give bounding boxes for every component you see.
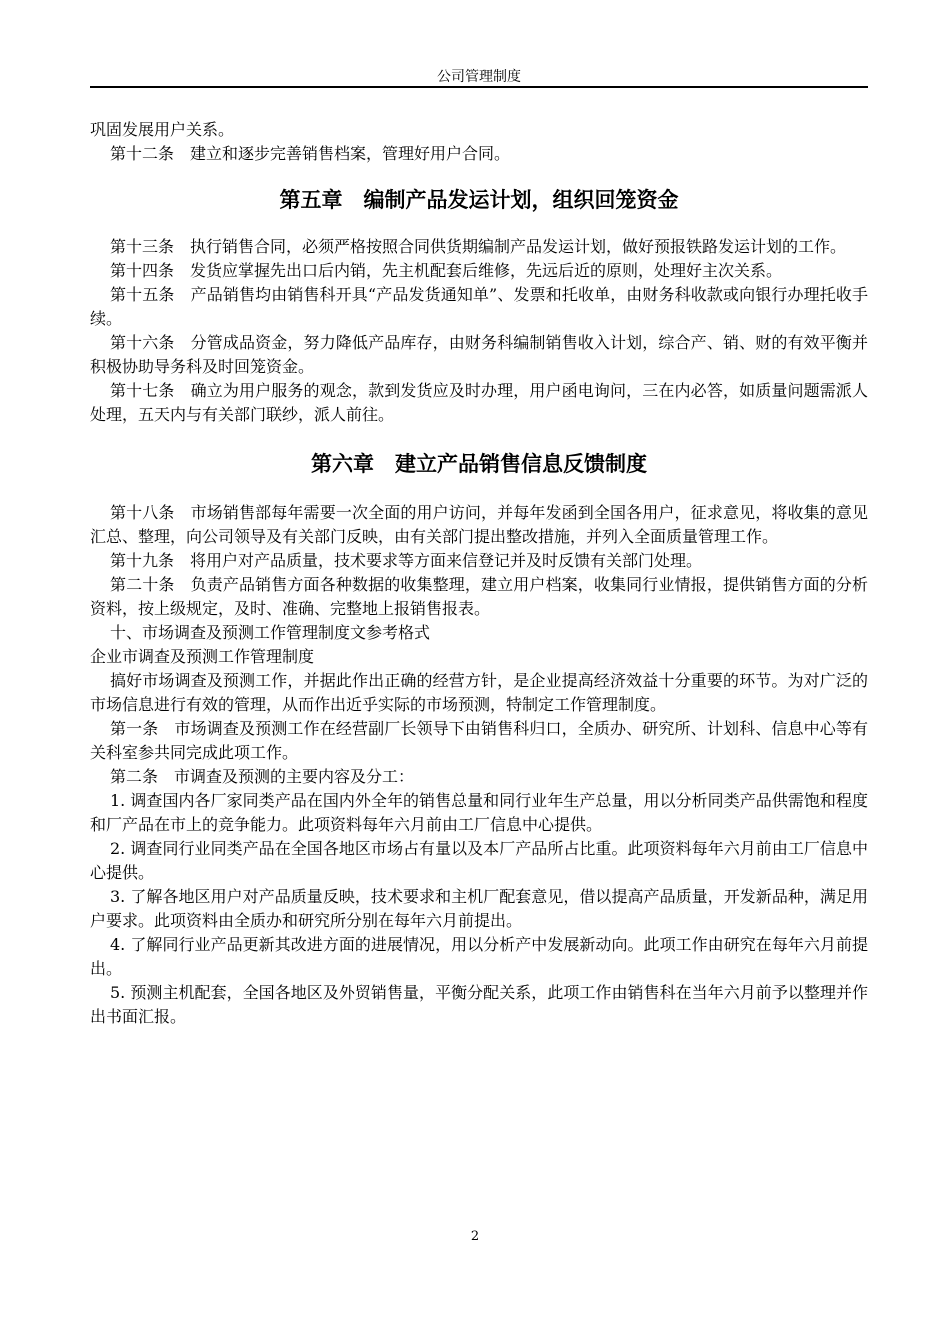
article-12: 第十二条 建立和逐步完善销售档案，管理好用户合同。 [110,144,511,163]
list-item-4: 4. 了解同行业产品更新其改进方面的进展情况，用以分析产中发展新动向。此项工作由研究在每年六月前提出。 [90,935,868,978]
header-rule [90,86,868,88]
regulation-title: 企业市调查及预测工作管理制度 [90,647,315,666]
article-20: 第二十条 负责产品销售方面各种数据的收集整理，建立用户档案，收集同行业情报，提供销售方面的分析资料，按上级规定，及时、准确、完整地上报销售报表。 [90,575,868,618]
article-19: 第十九条 将用户对产品质量，技术要求等方面来信登记并及时反馈有关部门处理。 [110,551,703,570]
list-item-3: 3. 了解各地区用户对产品质量反映，技术要求和主机厂配套意见，借以提高产品质量，开发新品种，满足用户要求。此项资料由全质办和研究所分别在每年六月前提出。 [90,887,868,930]
list-item-5: 5. 预测主机配套，全国各地区及外贸销售量，平衡分配关系，此项工作由销售科在当年六月前予以整理并作出书面汇报。 [90,983,868,1026]
list-item-2: 2. 调查同行业同类产品在全国各地区市场占有量以及本厂产品所占比重。此项资料每年六月前由工厂信息中心提供。 [90,839,868,882]
chapter-5-heading: 第五章 编制产品发运计划，组织回笼资金 [279,188,679,212]
clause-1: 第一条 市场调查及预测工作在经营副厂长领导下由销售科归口，全质办、研究所、计划科、信息中心等有关科室参共同完成此项工作。 [90,719,868,762]
article-17: 第十七条 确立为用户服务的观念，款到发货应及时办理，用户函电询问，三在内必答，如质量问题需派人处理，五天内与有关部门联纱，派人前往。 [90,381,868,424]
article-13: 第十三条 执行销售合同，必须严格按照合同供货期编制产品发运计划，做好预报铁路发运计划的工作。 [110,237,847,256]
clause-2: 第二条 市调查及预测的主要内容及分工： [110,767,415,786]
article-16: 第十六条 分管成品资金，努力降低产品库存，由财务科编制销售收入计划，综合产、销、财的有效平衡并积极协助导务科及时回笼资金。 [90,333,868,376]
article-14: 第十四条 发货应掌握先出口后内销，先主机配套后维修，先远后近的原则，处理好主次关系。 [110,261,783,280]
document-body [90,118,868,1029]
article-15: 第十五条 产品销售均由销售科开具“产品发货通知单”、发票和托收单，由财务科收款或向银行办理托收手续。 [90,285,868,328]
page-number: 2 [470,1229,480,1244]
section-10-title: 十、市场调查及预测工作管理制度文参考格式 [110,623,431,642]
list-item-1: 1. 调查国内各厂家同类产品在国内外全年的销售总量和同行业年生产总量，用以分析同类产品供需饱和程度和厂产品在市上的竞争能力。此项资料每年六月前由工厂信息中心提供。 [90,791,868,834]
paragraph: 巩固发展用户关系。 [90,120,235,139]
page-header: 公司管理制度 [437,69,521,85]
article-18: 第十八条 市场销售部每年需要一次全面的用户访问，并每年发函到全国各用户，征求意见，将收集的意见汇总、整理，向公司领导及有关部门反映，由有关部门提出整改措施，并列入全面质量管理工作。 [90,503,868,546]
preamble: 搞好市场调查及预测工作，并据此作出正确的经营方针，是企业提高经济效益十分重要的环节。为对广泛的市场信息进行有效的管理，从而作出近乎实际的市场预测，特制定工作管理制度。 [90,671,868,714]
chapter-6-heading: 第六章 建立产品销售信息反馈制度 [311,452,647,476]
